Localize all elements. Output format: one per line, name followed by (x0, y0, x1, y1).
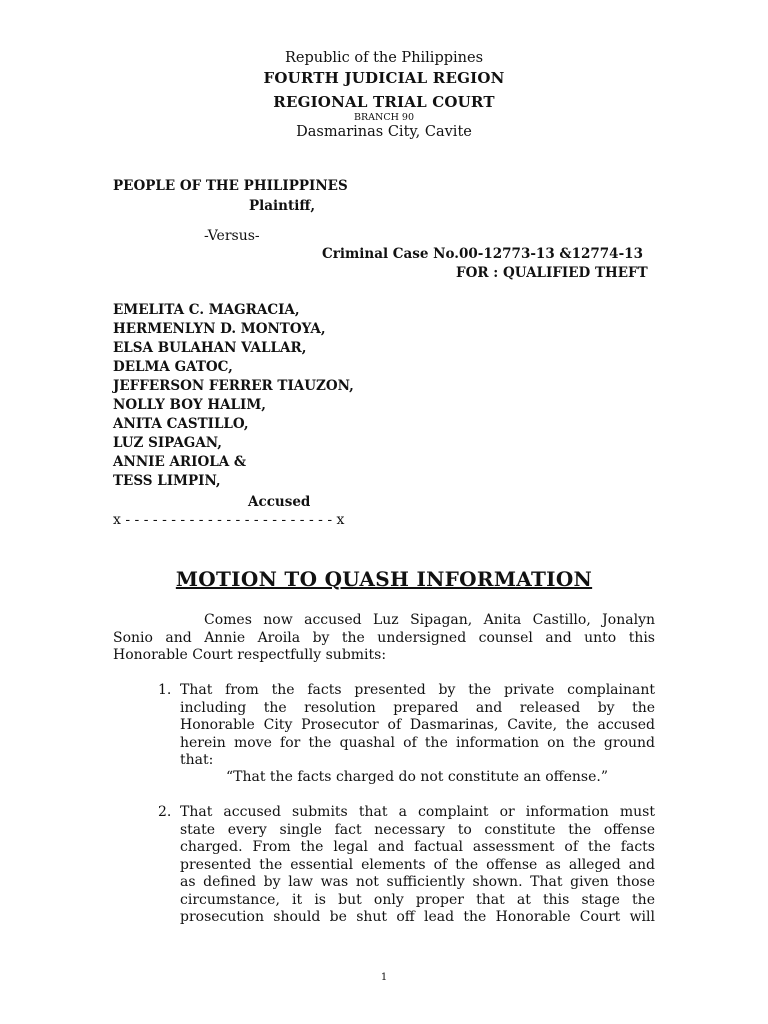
plaintiff-name: PEOPLE OF THE PHILIPPINES (113, 178, 348, 194)
paragraph-line: circumstance, it is but only proper that at this stage the (180, 891, 655, 908)
paragraph-line: herein move for the quashal of the information on the ground (180, 734, 655, 751)
header-republic: Republic of the Philippines (284, 50, 484, 66)
intro-paragraph (113, 612, 655, 665)
accused-name: HERMENLYN D. MONTOYA, (113, 321, 326, 337)
plaintiff-role: Plaintiff, (249, 198, 316, 214)
paragraph-line: including the resolution prepared and released by the (180, 699, 655, 716)
paragraph-line: Comes now accused Luz Sipagan, Anita Castillo, Jonalyn (204, 612, 655, 628)
paragraph-line: as defined by law was not sufficiently shown. That given those (180, 874, 655, 890)
header-branch: BRANCH 90 (354, 112, 414, 123)
paragraph-line: prosecution should be shut off lead the Honorable Court will (180, 909, 655, 925)
paragraph-line: Honorable Court respectfully submits: (113, 647, 387, 663)
paragraph-line: presented the essential elements of the offense as alleged and (180, 856, 655, 873)
paragraph-line: Sonio and Annie Aroila by the undersigned counsel and unto this (113, 629, 655, 646)
document-title: MOTION TO QUASH INFORMATION (175, 567, 593, 591)
case-number: Criminal Case No.00-12773-13 &12774-13 (322, 246, 643, 262)
accused-name: TESS LIMPIN, (113, 473, 221, 489)
accused-name: DELMA GATOC, (113, 359, 233, 375)
page-number: 1 (380, 972, 388, 983)
paragraph-line: charged. From the legal and factual assessment of the facts (180, 839, 655, 855)
header-region: FOURTH JUDICIAL REGION (263, 69, 505, 87)
accused-name: ANITA CASTILLO, (113, 416, 249, 432)
paragraph-line: state every single fact necessary to constitute the offense (180, 821, 655, 838)
accused-role: Accused (248, 494, 311, 510)
caption-separator: x - - - - - - - - - - - - - - - - - - - - - - - x (113, 512, 345, 528)
accused-name: EMELITA C. MAGRACIA, (113, 302, 300, 318)
paragraph-line: That from the facts presented by the private complainant (180, 682, 655, 698)
item-1-paragraph (180, 682, 655, 770)
item-2-paragraph (180, 804, 655, 927)
case-for: FOR : QUALIFIED THEFT (456, 265, 648, 281)
header-court: REGIONAL TRIAL COURT (273, 93, 495, 111)
header-city: Dasmarinas City, Cavite (296, 124, 472, 140)
accused-name: NOLLY BOY HALIM, (113, 397, 266, 413)
accused-name: LUZ SIPAGAN, (113, 435, 222, 451)
paragraph-line: That accused submits that a complaint or information must (180, 804, 655, 820)
versus-label: -Versus- (204, 228, 260, 244)
item-number: 1. (158, 682, 172, 698)
paragraph-line: Honorable City Prosecutor of Dasmarinas, Cavite, the accused (180, 717, 655, 733)
accused-name: JEFFERSON FERRER TIAUZON, (113, 378, 354, 394)
paragraph-line: that: (180, 752, 214, 768)
accused-name: ANNIE ARIOLA & (113, 454, 247, 470)
item-1-quote: “That the facts charged do not constitute an offense.” (226, 769, 609, 785)
accused-name: ELSA BULAHAN VALLAR, (113, 340, 307, 356)
item-number: 2. (158, 804, 172, 820)
